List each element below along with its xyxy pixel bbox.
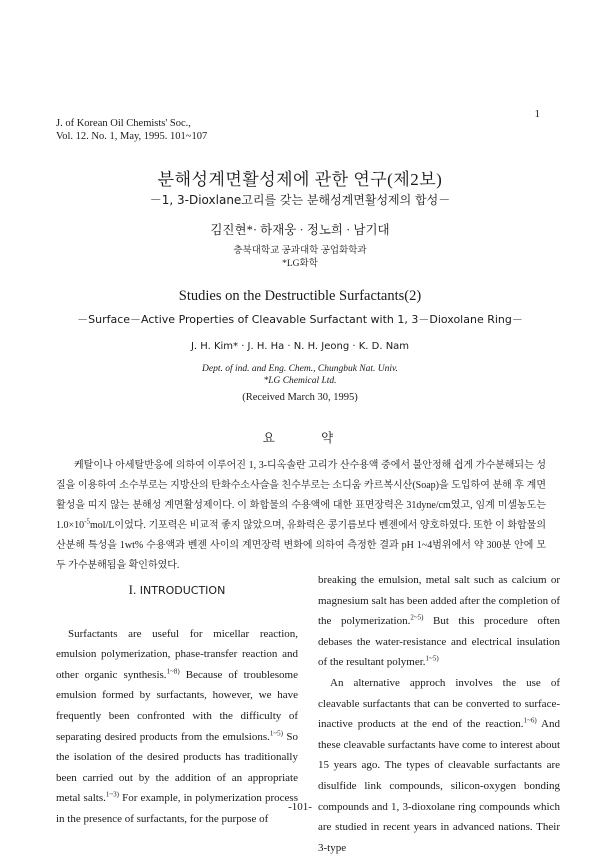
citation: 1~3): [105, 790, 119, 799]
section-number: I.: [128, 582, 137, 597]
authors-english: J. H. Kim* · J. H. Ha · N. H. Jeong · K. D. Nam: [190, 341, 410, 352]
affiliation-english-line-1: Dept. of ind. and Eng. Chem., Chungbuk Nat. Univ.: [202, 364, 398, 374]
abstract-heading: [0, 428, 600, 446]
abstract-heading-char-1: 요: [262, 431, 279, 445]
citation: 1~6): [523, 716, 537, 725]
subtitle-english: －Surface－Active Properties of Cleavable Surfactant with 1, 3－Dioxolane Ring－: [77, 313, 523, 326]
section-title: INTRODUCTION: [139, 584, 226, 597]
title-korean: 분해성계면활성제에 관한 연구(제2보): [157, 170, 443, 189]
abstract-body: [56, 456, 546, 576]
received-date: (Received March 30, 1995): [242, 392, 358, 403]
abstract-text-1: 케탈이나 아세탈반응에 의하여 이루어진 1, 3-디옥솔란 고리가 산수용액 중에서 불안정해 쉽게 가수분해되는 성질을 이용하여 소수부로는 지방산의 탄화수소사슬을 친수부로는 소디움 카르복시산(Soap)을 도입하여 분해 후 계면활성을 띠지 않는 분해성 계면활성제이다. 이 화합물의 수용액에 대한 표면장력은 31dyne/cm였고, 임계 미셀농도는 1.0×10: [56, 460, 546, 531]
subtitle-korean: －1, 3-Dioxlane고리를 갖는 분해성계면활성제의 합성－: [149, 193, 451, 207]
intro-paragraph-1-continued: breaking the emulsion, metal salt such as calcium or magnesium salt has been added after the completion of the polymerization.$^{2\sim 5)}$ But this procedure often debases the water-resistance and electrical insulation of the resultant polymer.$^{1\sim 5)}$: [318, 574, 560, 669]
page-footer-number: -101-: [288, 801, 312, 813]
authors-korean: 김진현*· 하재웅 · 정노희 · 남기대: [210, 223, 390, 237]
citation: 1~5): [425, 654, 439, 663]
section-heading-introduction: [56, 580, 298, 602]
title-english: Studies on the Destructible Surfactants(2): [178, 288, 422, 304]
journal-line-2: Vol. 12. No. 1, May, 1995. 101~107: [56, 131, 208, 142]
page-number: 1: [534, 108, 540, 120]
affiliation-korean-line-2: *LG화학: [282, 259, 318, 269]
intro-paragraph-2: An alternative approch involves the use of cleavable surfactants that can be converted to surface-inactive products at the end of the reaction.$^{1\sim 6)}$ And these cleavable surfactants have come to interest about 15 years ago. The types of cleavable surfactants are disulfide link compounds, silicon-oxygen bonding compounds and 1, 3-dioxolane ring compounds which are studied in recent years in advanced nations. Their 3-type: [318, 676, 560, 854]
column-left: [56, 580, 298, 830]
column-right: [318, 570, 560, 858]
intro-paragraph-1: Surfactants are useful for micellar reaction, emulsion polymerization, phase-transfer reaction and other organic synthesis.$^{1\sim 8)}$ Because of troublesome emulsion formed by surfactants, however, we have frequently been confronted with the difficulty of separating desired products from the emulsions.$^{1\sim 5)}$ So the isolation of the desired products has traditionally been carried out by the addition of an appropriate metal salts.$^{1\sim 3)}$ For example, in polymerization process in the presence of surfactants, for the purpose of: [56, 627, 298, 825]
citation: 1~5): [269, 728, 283, 737]
citation: 1~8): [166, 667, 180, 676]
journal-citation: [56, 117, 207, 143]
affiliation-korean: [0, 245, 600, 271]
citation: 2~5): [410, 613, 424, 622]
journal-line-1: J. of Korean Oil Chemists' Soc.,: [56, 118, 191, 129]
affiliation-korean-line-1: 충북대학교 공과대학 공업화학과: [233, 246, 367, 256]
abstract-text-2: mol/L이었다. 기포력은 비교적 좋지 않았으며, 유화력은 콩기름보다 벤젠에서 양호하였다. 또한 이 화합물의 산분해 특성을 1wt% 수용액과 벤젠 사이의 계면장력 변화에 의하여 측정한 결과 pH 1~4범위에서 약 300분 안에 모두 가수분해됨을 확인하였다.: [56, 520, 546, 571]
affiliation-english: [0, 363, 600, 387]
affiliation-english-line-2: *LG Chemical Ltd.: [263, 376, 337, 386]
abstract-exponent: -5: [84, 517, 90, 526]
abstract-heading-char-2: 약: [321, 431, 338, 445]
